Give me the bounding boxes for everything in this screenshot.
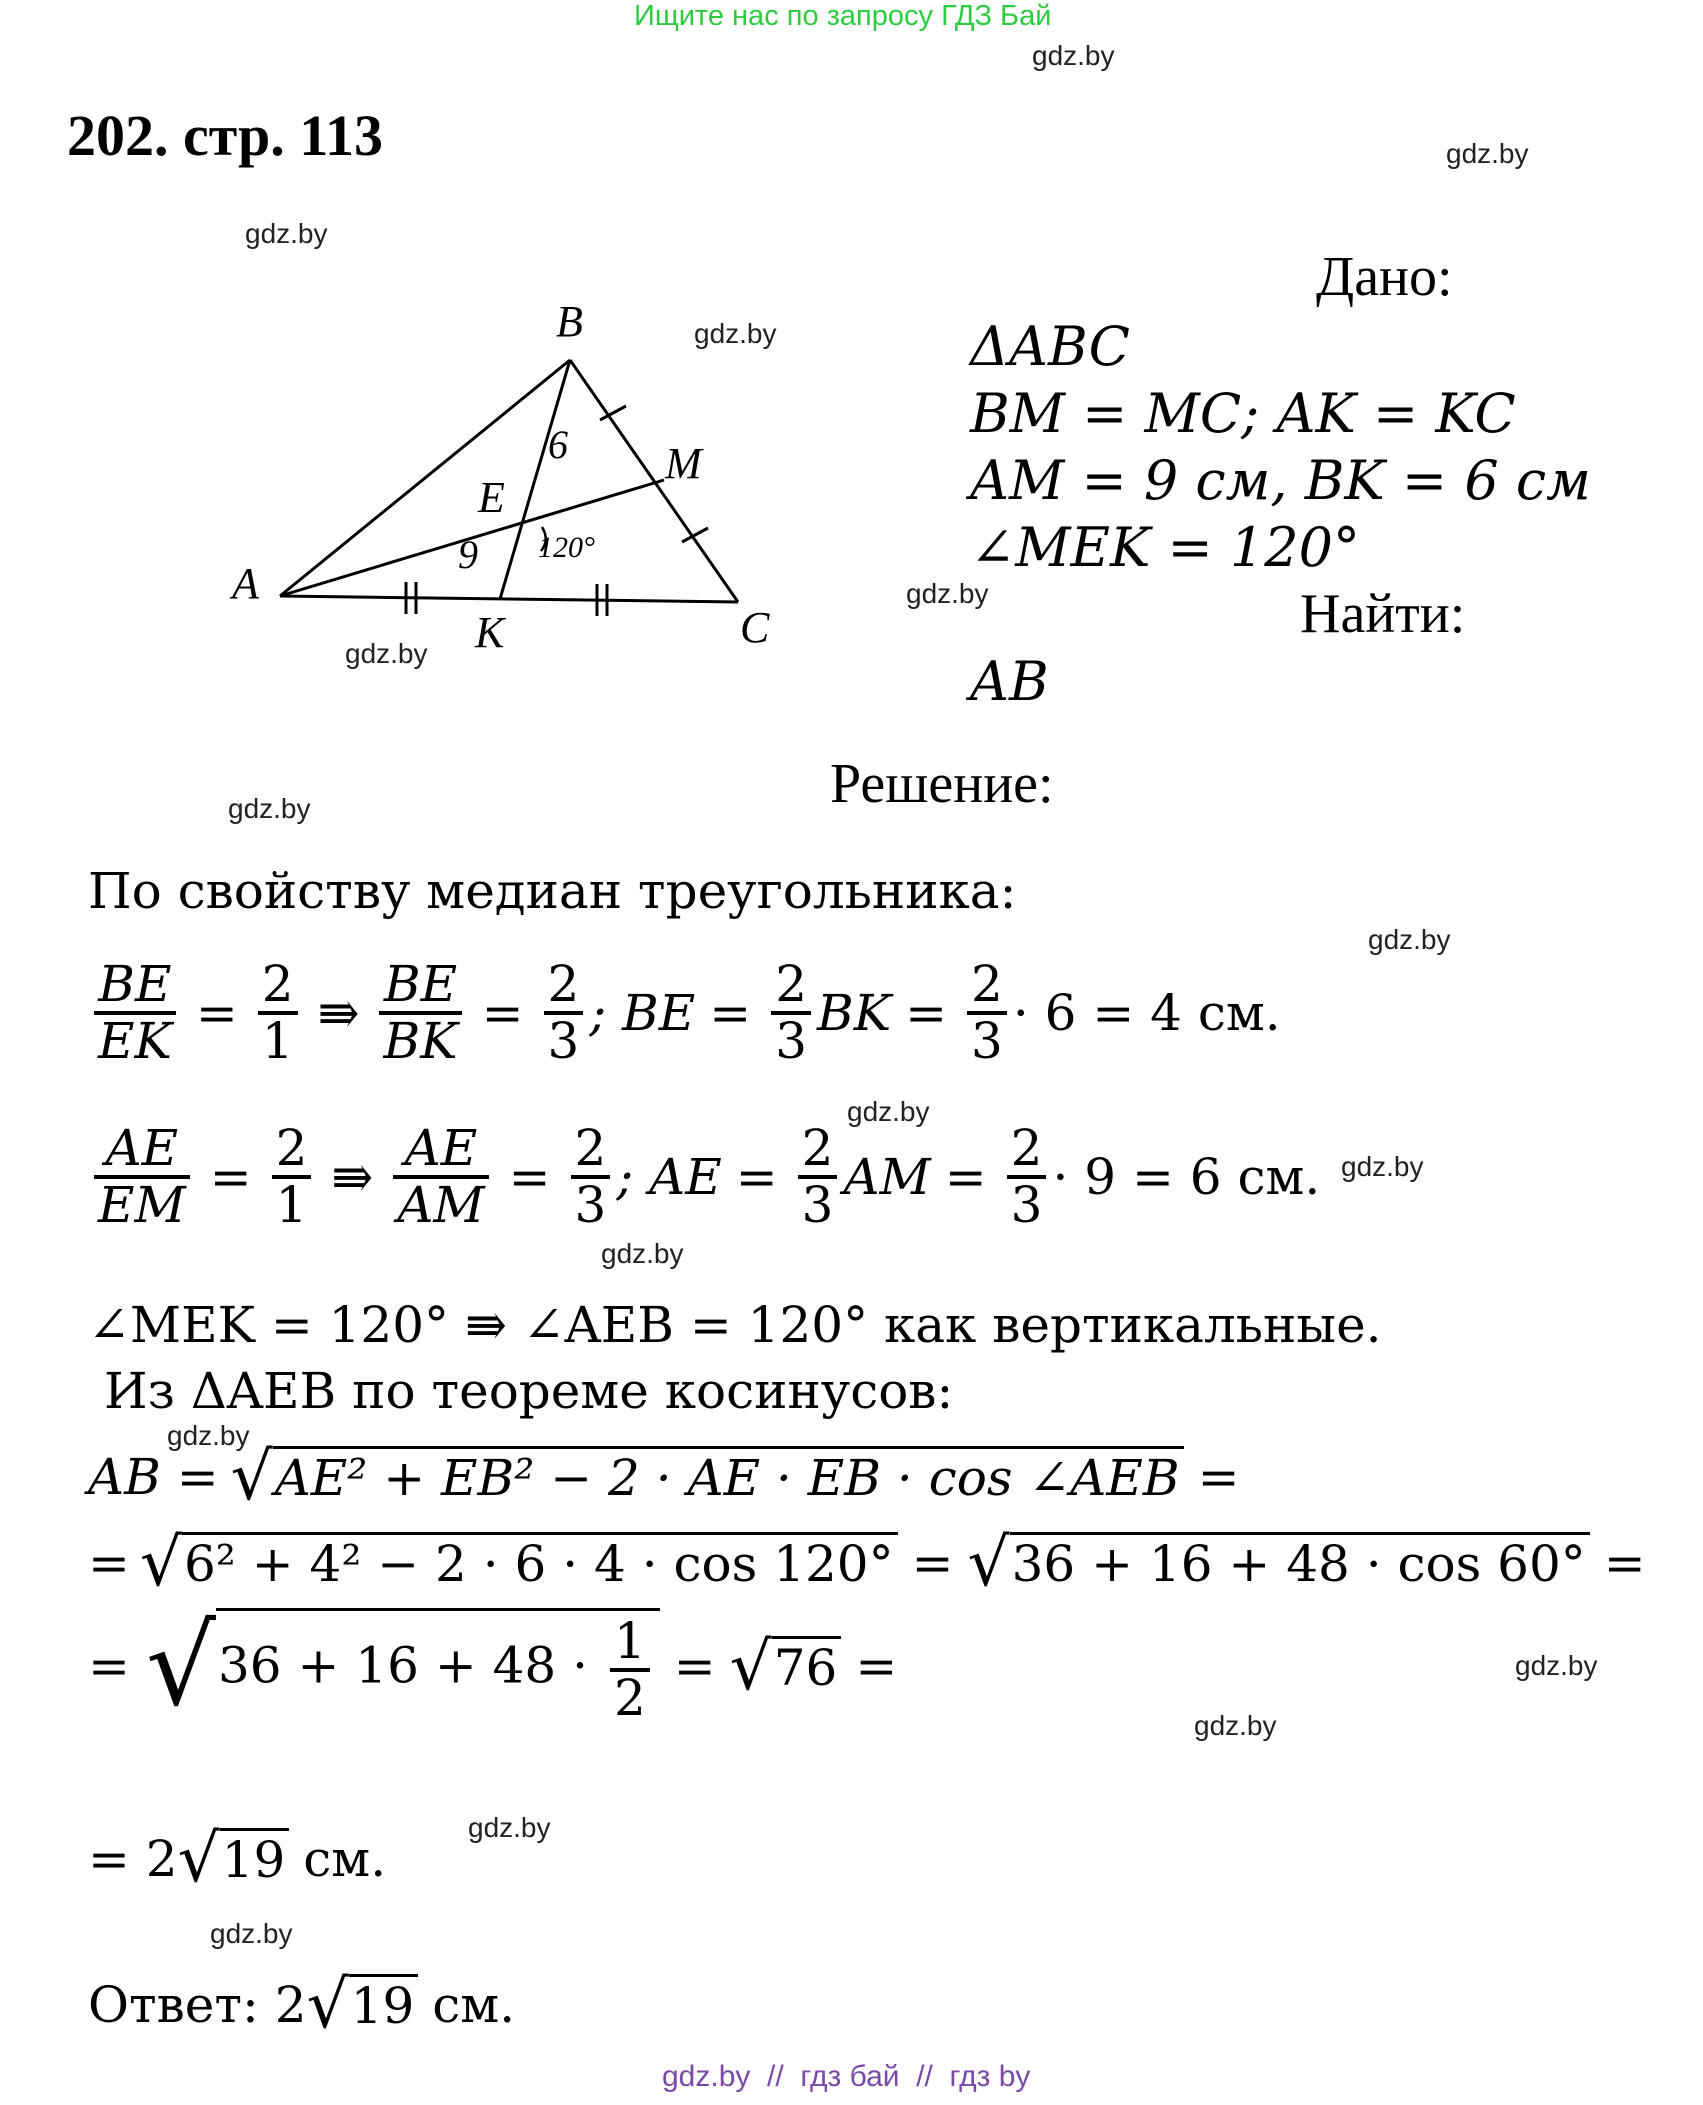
given-heading: Дано: [1316,246,1453,308]
watermark: gdz.by [1446,138,1529,169]
given-line-2: BM = MC; AK = KC [970,382,1516,445]
fraction: $\frac{AE}{EM}$ [94,1122,190,1231]
triangle-figure [220,290,800,670]
watermark: gdz.by [210,1918,293,1949]
cosine-theorem-intro: Из ΔAEB по теореме косинусов: [104,1362,954,1420]
label-m: M [665,439,702,488]
side-ab [280,360,570,596]
side-ac [280,596,738,602]
watermark: gdz.by [1515,1650,1598,1681]
watermark: gdz.by [1032,40,1115,71]
fraction: $\frac{2}{1}$ [272,1122,312,1231]
vertical-angles-line: ∠MEK = 120° ⇛ ∠AEB = 120° как вертикальные. [88,1296,1382,1354]
simplification-line: = √ 36 + 16 + 48 · $\frac{1}{2}$ = √ 76 = [88,1602,898,1730]
watermark: gdz.by [1194,1710,1277,1741]
watermark: gdz.by [694,318,777,349]
label-b: B [556,297,583,346]
fraction: $\frac{2}{3}$ [771,958,811,1067]
equation-ae: $\frac{AE}{EM}$ = $\frac{2}{1}$ ⇛ $\frac{AE}{AM}$ = $\frac{2}{3}$ ; AE = $\frac{2}{3}$ AM = $\frac{2}{3}$ · 9 = 6 см. [88,1122,1320,1231]
watermark: gdz.by [345,638,428,669]
watermark: gdz.by [601,1238,684,1269]
answer-line: Ответ: 2 √ 19 см. [88,1966,516,2043]
watermark: gdz.by [1341,1151,1424,1182]
given-line-4: ∠MEK = 120° [970,516,1360,579]
watermark: gdz.by [847,1096,930,1127]
fraction: $\frac{2}{3}$ [571,1122,611,1231]
bottom-banner[interactable]: gdz.by // гдз бай // гдз by [662,2060,1031,2093]
watermark: gdz.by [906,578,989,609]
fraction: $\frac{2}{3}$ [798,1122,838,1231]
given-line-1: ΔABC [970,315,1130,378]
fraction: $\frac{BE}{BK}$ [379,958,461,1067]
problem-title: 202. стр. 113 [67,103,383,168]
label-e: E [478,473,505,522]
fraction: $\frac{BE}{EK}$ [94,958,176,1067]
fraction: $\frac{2}{3}$ [967,958,1007,1067]
find-heading: Найти: [1300,583,1466,645]
side-bc [570,360,738,602]
substitution-line: = √ 6² + 4² − 2 · 6 · 4 · cos 120° = √ 36 + 16 + 48 · cos 60° = [88,1524,1646,1601]
result-line: = 2 √ 19 см. [88,1820,387,1897]
label-c: C [740,603,770,652]
angle-label: 120° [538,531,595,564]
fraction: $\frac{2}{3}$ [1007,1122,1047,1231]
label-k: K [475,608,505,657]
watermark: gdz.by [468,1812,551,1843]
watermark: gdz.by [1368,924,1451,955]
solution-heading: Решение: [830,753,1054,815]
given-line-3: AM = 9 см, BK = 6 см [970,449,1591,512]
watermark: gdz.by [228,793,311,824]
watermark: gdz.by [245,218,328,249]
equation-be: $\frac{BE}{EK}$ = $\frac{2}{1}$ ⇛ $\frac{BE}{BK}$ = $\frac{2}{3}$ ; BE = $\frac{2}{3}$ BK = $\frac{2}{3}$ · 6 = 4 см. [88,958,1281,1067]
fraction: $\frac{2}{1}$ [258,958,298,1067]
fraction: $\frac{1}{2}$ [610,1615,650,1724]
fraction: $\frac{AE}{AM}$ [393,1122,488,1231]
label-a: A [232,559,259,608]
find-value: AB [970,650,1049,713]
median-property-text: По свойству медиан треугольника: [88,862,1017,920]
fraction: $\frac{2}{3}$ [544,958,584,1067]
watermark: gdz.by [167,1420,250,1451]
top-banner[interactable]: Ищите нас по запросу ГДЗ Бай [634,0,1052,32]
ab-formula-line: AB = √ AE² + EB² − 2 · AE · EB · cos ∠AEB = [88,1438,1240,1515]
segment-ae-label: 9 [458,532,478,577]
segment-be-label: 6 [548,422,568,467]
